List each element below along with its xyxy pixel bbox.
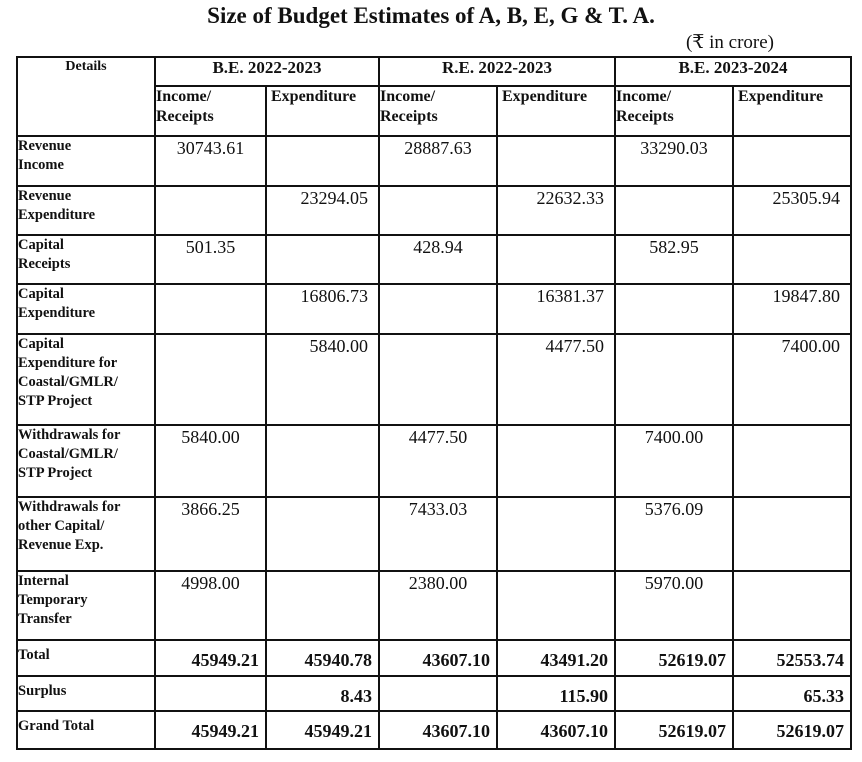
row-label: Capital Expenditure for Coastal/GMLR/ STP Project — [17, 334, 155, 425]
table-row — [17, 425, 851, 497]
table-cell — [733, 571, 851, 640]
table-cell — [266, 425, 379, 497]
table-cell: 65.33 — [733, 676, 851, 711]
table-cell: 52553.74 — [733, 640, 851, 676]
table-cell: 52619.07 — [733, 711, 851, 749]
table-cell: 5970.00 — [615, 571, 733, 640]
surplus-row — [17, 676, 851, 711]
table-row — [17, 284, 851, 334]
table-cell: 501.35 — [155, 235, 266, 284]
table-cell: 7400.00 — [733, 334, 851, 425]
table-cell: 5840.00 — [266, 334, 379, 425]
table-cell — [155, 676, 266, 711]
table-cell — [266, 497, 379, 571]
page-title: Size of Budget Estimates of A, B, E, G & T. A. — [207, 3, 655, 28]
table-cell: 45940.78 — [266, 640, 379, 676]
expenditure-header: Expenditure — [497, 86, 615, 136]
table-row — [17, 334, 851, 425]
table-cell: 45949.21 — [155, 640, 266, 676]
table-cell: 30743.61 — [155, 136, 266, 186]
table-cell: 16381.37 — [497, 284, 615, 334]
table-cell: 45949.21 — [155, 711, 266, 749]
table-cell: 4477.50 — [379, 425, 497, 497]
table-row — [17, 497, 851, 571]
row-label: Grand Total — [17, 711, 155, 749]
table-cell — [497, 235, 615, 284]
table-cell — [733, 497, 851, 571]
expenditure-header: Expenditure — [733, 86, 851, 136]
table-cell: 43607.10 — [497, 711, 615, 749]
row-label: Withdrawals for Coastal/GMLR/ STP Project — [17, 425, 155, 497]
table-cell — [155, 334, 266, 425]
table-cell — [615, 186, 733, 235]
group-header-re-2022: R.E. 2022-2023 — [379, 57, 615, 86]
grand-total-row — [17, 711, 851, 749]
table-cell: 7400.00 — [615, 425, 733, 497]
table-cell: 5840.00 — [155, 425, 266, 497]
total-row — [17, 640, 851, 676]
table-cell: 43607.10 — [379, 711, 497, 749]
row-label: Withdrawals for other Capital/ Revenue Exp. — [17, 497, 155, 571]
income-receipts-header: Income/ Receipts — [615, 86, 733, 136]
table-cell — [379, 186, 497, 235]
table-row — [17, 186, 851, 235]
table-row — [17, 235, 851, 284]
table-cell — [733, 136, 851, 186]
table-cell — [615, 284, 733, 334]
table-cell: 43607.10 — [379, 640, 497, 676]
table-cell: 43491.20 — [497, 640, 615, 676]
table-cell: 115.90 — [497, 676, 615, 711]
table-cell: 4998.00 — [155, 571, 266, 640]
table-cell: 28887.63 — [379, 136, 497, 186]
income-receipts-header: Income/ Receipts — [379, 86, 497, 136]
table-cell: 25305.94 — [733, 186, 851, 235]
table-cell — [497, 497, 615, 571]
table-cell — [497, 425, 615, 497]
table-cell — [155, 186, 266, 235]
row-label: Revenue Income — [17, 136, 155, 186]
row-label: Surplus — [17, 676, 155, 711]
table-cell: 5376.09 — [615, 497, 733, 571]
table-cell: 582.95 — [615, 235, 733, 284]
table-row — [17, 571, 851, 640]
table-cell — [615, 676, 733, 711]
table-cell — [379, 284, 497, 334]
row-label: Capital Receipts — [17, 235, 155, 284]
table-cell — [379, 676, 497, 711]
table-row — [17, 136, 851, 186]
table-cell — [379, 334, 497, 425]
group-header-be-2023: B.E. 2023-2024 — [615, 57, 851, 86]
table-cell — [266, 571, 379, 640]
table-cell: 428.94 — [379, 235, 497, 284]
table-cell — [733, 235, 851, 284]
table-cell — [155, 284, 266, 334]
group-header-be-2022: B.E. 2022-2023 — [155, 57, 379, 86]
table-cell — [615, 334, 733, 425]
unit-note: (₹ in crore) — [685, 32, 775, 53]
row-label: Internal Temporary Transfer — [17, 571, 155, 640]
table-cell: 23294.05 — [266, 186, 379, 235]
table-cell: 52619.07 — [615, 711, 733, 749]
table-cell — [733, 425, 851, 497]
table-cell: 52619.07 — [615, 640, 733, 676]
table-cell: 33290.03 — [615, 136, 733, 186]
table-cell — [266, 136, 379, 186]
table-cell: 7433.03 — [379, 497, 497, 571]
income-receipts-header: Income/ Receipts — [155, 86, 266, 136]
table-cell — [266, 235, 379, 284]
budget-table — [16, 56, 852, 750]
table-cell: 19847.80 — [733, 284, 851, 334]
row-label: Revenue Expenditure — [17, 186, 155, 235]
row-label: Total — [17, 640, 155, 676]
table-cell: 22632.33 — [497, 186, 615, 235]
table-cell: 2380.00 — [379, 571, 497, 640]
row-label: Capital Expenditure — [17, 284, 155, 334]
table-cell: 4477.50 — [497, 334, 615, 425]
table-cell: 3866.25 — [155, 497, 266, 571]
details-header: Details — [17, 57, 155, 136]
table-cell: 8.43 — [266, 676, 379, 711]
table-cell — [497, 136, 615, 186]
table-cell — [497, 571, 615, 640]
table-cell: 16806.73 — [266, 284, 379, 334]
table-cell: 45949.21 — [266, 711, 379, 749]
expenditure-header: Expenditure — [266, 86, 379, 136]
